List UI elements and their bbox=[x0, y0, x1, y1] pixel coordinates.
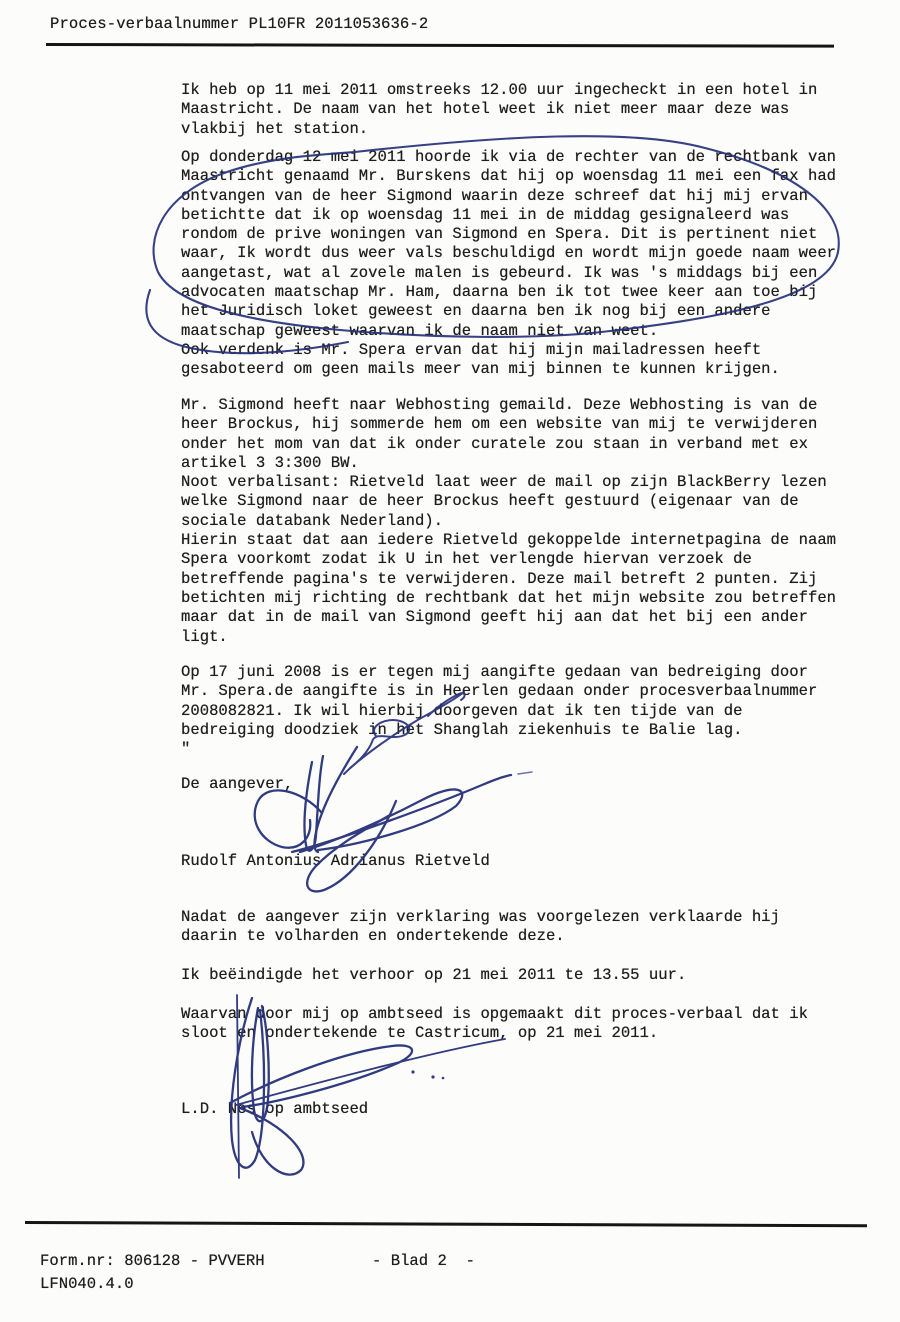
paragraph-beeindigd: Ik beëindigde het verhoor op 21 mei 2011 te 13.55 uur. bbox=[181, 966, 687, 984]
name-aangever: Rudolf Antonius Adrianus Rietveld bbox=[181, 852, 490, 870]
paragraph-fax-accusation: Op donderdag 12 mei 2011 hoorde ik via de rechter van de rechtbank van Maastricht genaamd Mr. Burskens dat hij op woensdag 11 mei een fax had ontvangen van de heer Sigmond waarin deze schreef dat hij mij ervan betichtte dat ik op woensdag 11 mei in de middag gesignaleerd was rondom de prive woningen van Sigmond en Spera. Dit is pertinent niet waar, Ik wordt dus weer vals beschuldigd en wordt mijn goede naam weer aangetast, wat al zovele malen is gebeurd. Ik was 's middags bij een advocaten maatschap Mr. Ham, daarna ben ik tot twee keer aan toe bij het Juridisch loket geweest en daarna ben ik nog bij een andere maatschap geweest waarvan ik de naam niet van weet. Ook verdenk is Mr. Spera ervan dat hij mijn mailadressen heeft gesaboteerd om geen mails meer van mij binnen te kunnen krijgen. bbox=[181, 148, 837, 379]
paragraph-aangifte-2008: Op 17 juni 2008 is er tegen mij aangifte gedaan van bedreiging door Mr. Spera.de aangifte is in Heerlen gedaan onder procesverbaalnummer 2008082821. Ik wil hierbij doorgeven dat ik ten tijde van de bedreiging doodziek in het Shanglah ziekenhuis te Balie lag. " bbox=[181, 663, 818, 759]
footer-form-number: Form.nr: 806128 - PVVERH bbox=[40, 1252, 265, 1270]
footer-form-code: LFN040.4.0 bbox=[40, 1275, 134, 1293]
paragraph-voorgelezen: Nadat de aangever zijn verklaring was voorgelezen verklaarde hij daarin te volharden en ondertekende deze. bbox=[181, 908, 780, 946]
paragraph-webhosting: Mr. Sigmond heeft naar Webhosting gemaild. Deze Webhosting is van de heer Brockus, hij sommerde hem om een website van mij te verwijderen onder het mom van dat ik onder curatele zou staan in verband met ex artikel 3 3:300 BW. Noot verbalisant: Rietveld laat weer de mail op zijn BlackBerry lezen welke Sigmond naar de heer Brockus heeft gestuurd (eigenaar van de sociale databank Nederland). Hierin staat dat aan iedere Rietveld gekoppelde internetpagina de naam Spera voorkomt zodat ik U in het verlengde hiervan verzoek de betreffende pagina's te verwijderen. Deze mail betreft 2 punten. Zij betichten mij richting de rechtbank dat het mijn website zou betreffen maar dat in de mail van Sigmond geeft hij aan dat het bij een ander ligt. bbox=[181, 396, 837, 646]
paragraph-ambtseed: Waarvan door mij op ambtseed is opgemaakt dit proces-verbaal dat ik sloot en ondertekende te Castricum, op 21 mei 2011. bbox=[181, 1005, 808, 1043]
document-header-title: Proces-verbaalnummer PL10FR 2011053636-2 bbox=[50, 15, 429, 33]
footer-page-label: - Blad 2 - bbox=[372, 1252, 475, 1270]
label-de-aangever: De aangever, bbox=[181, 775, 294, 793]
name-verbalisant: L.D. Nes op ambtseed bbox=[181, 1100, 369, 1118]
paragraph-hotel-checkin: Ik heb op 11 mei 2011 omstreeks 12.00 uur ingecheckt in een hotel in Maastricht. De naam van het hotel weet ik niet meer maar deze was vlakbij het station. bbox=[181, 81, 818, 138]
